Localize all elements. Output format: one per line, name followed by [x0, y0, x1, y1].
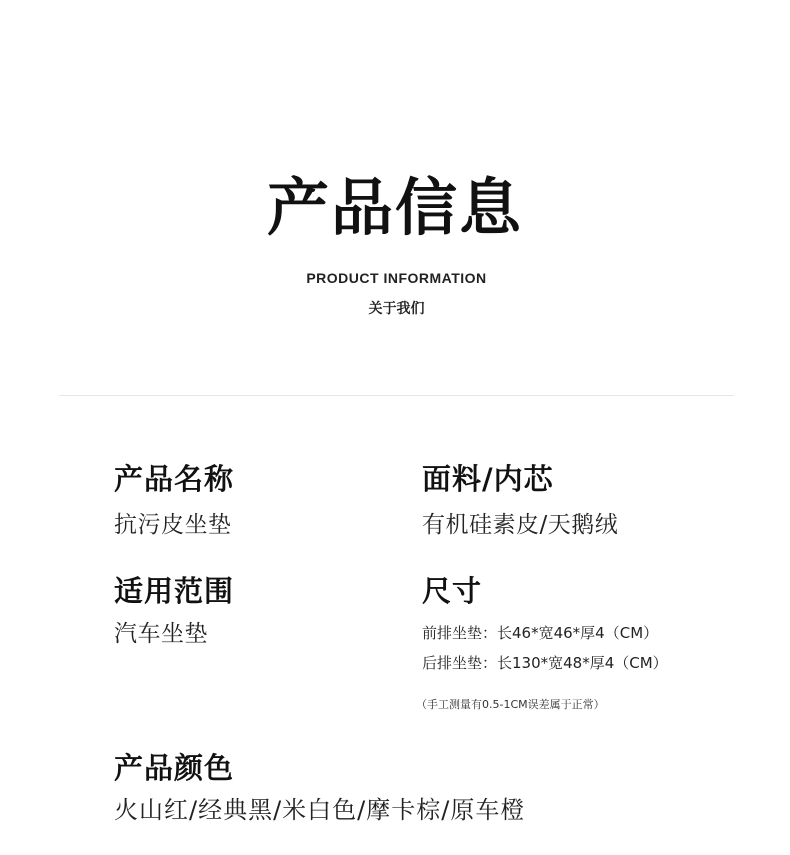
product-name-value: 抗污皮坐垫 [114, 512, 232, 538]
subtitle-english: PRODUCT INFORMATION [306, 270, 487, 286]
usage-label: 适用范围 [114, 574, 235, 608]
usage-value: 汽车坐垫 [114, 621, 208, 647]
color-value: 火山红/经典黑/米白色/摩卡棕/原车橙 [114, 796, 526, 824]
size-label: 尺寸 [422, 574, 483, 608]
material-label: 面料/内芯 [422, 462, 554, 496]
size-front-seat: 前排坐垫：长46*宽46*厚4（CM） [422, 624, 659, 642]
size-rear-seat: 后排坐垫：长130*宽48*厚4（CM） [422, 654, 668, 672]
color-label: 产品颜色 [114, 751, 235, 785]
subtitle-chinese: 关于我们 [368, 301, 425, 317]
product-name-label: 产品名称 [114, 462, 235, 496]
page-title: 产品信息 [266, 171, 523, 244]
material-value: 有机硅素皮/天鹅绒 [422, 512, 619, 538]
section-divider [59, 395, 734, 396]
size-measurement-note: （手工测量有0.5-1CM误差属于正常） [416, 698, 605, 711]
